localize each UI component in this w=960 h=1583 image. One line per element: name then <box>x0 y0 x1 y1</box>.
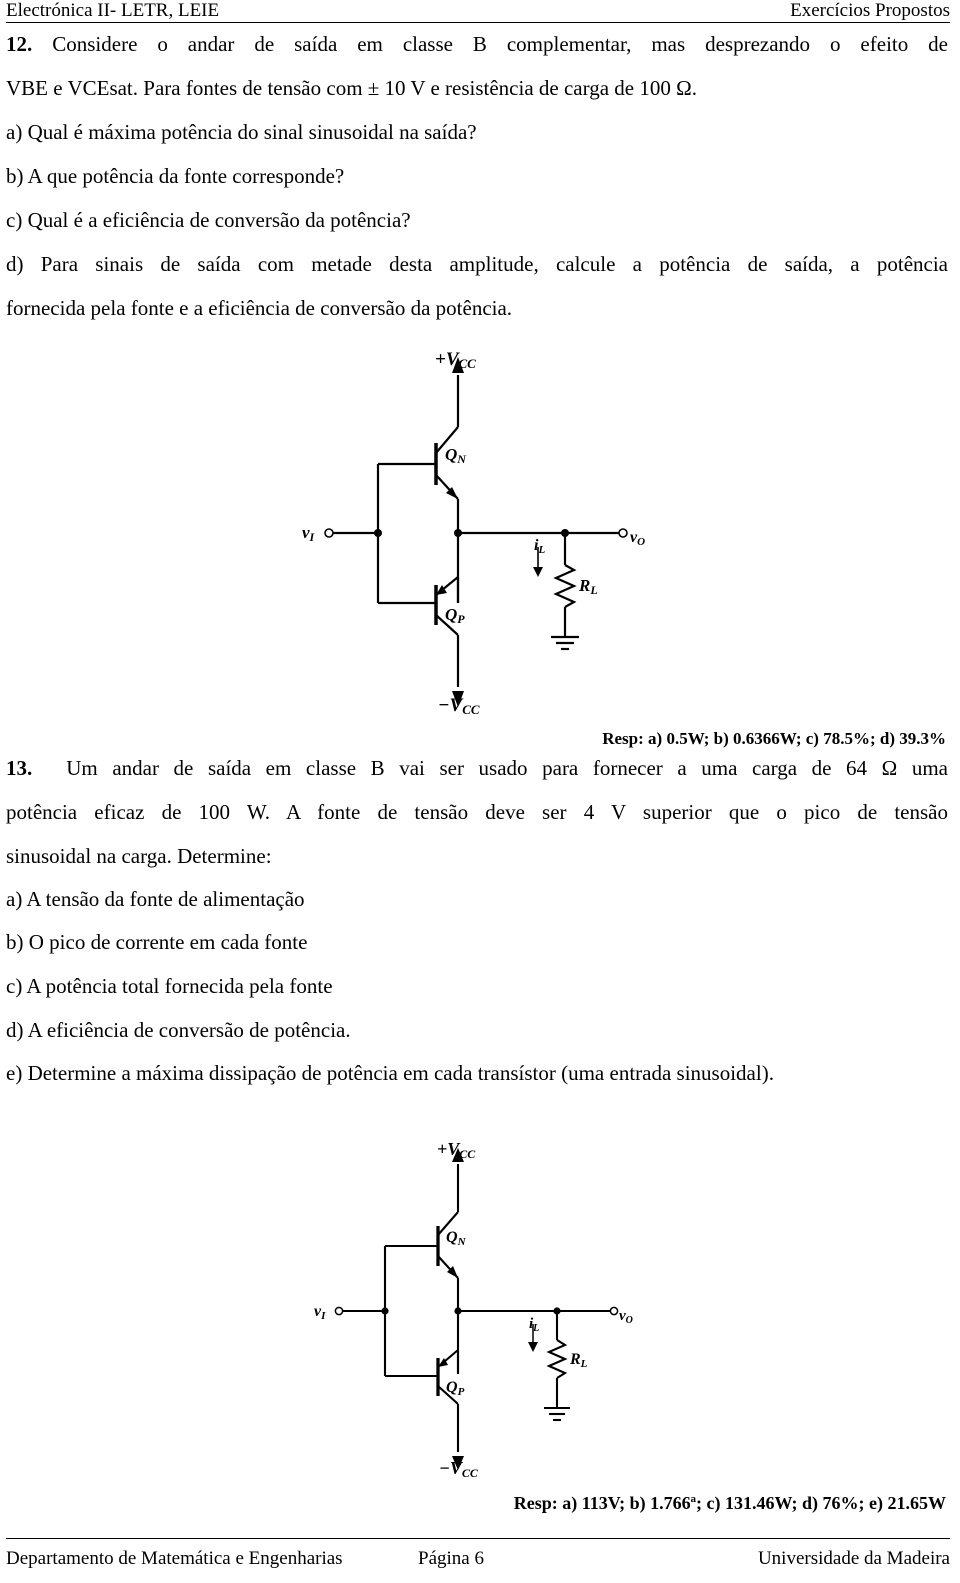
svg-text:vO: $v_O$ <box>619 1308 633 1326</box>
vo-label-2: v <box>619 1308 626 1324</box>
svg-text:vI: vI <box>314 1303 326 1322</box>
svg-text:−VCC: −VCC <box>438 695 480 717</box>
vcc-pos-label: +V <box>435 349 459 370</box>
svg-text:iL: $i_L$ <box>529 1316 540 1334</box>
ex12-question-d-cont: fornecida pela fonte e a eficiência de conversão da potência. <box>6 296 513 320</box>
svg-text:−VCC: −VCC <box>439 1458 478 1480</box>
svg-text:QP: QP <box>445 605 465 626</box>
svg-text:vO: vO <box>630 529 646 548</box>
vcc-neg-label-2: −V <box>439 1458 462 1478</box>
ex13-line-3: sinusoidal na carga. Determine: <box>6 844 272 868</box>
ex12-question-d: d) Para sinais de saída com metade desta amplitude, calcule a potência de saída, a potência <box>6 252 948 276</box>
il-label: i <box>534 537 539 554</box>
svg-text:RL: RL <box>579 576 598 597</box>
ex12-answer: Resp: a) 0.5W; b) 0.6366W; c) 78.5%; d) 39.3% <box>602 729 946 748</box>
page-header <box>6 0 950 23</box>
ex13-line-2: potência eficaz de 100 W. A fonte de tensão deve ser 4 V superior que o pico de tensão <box>6 800 948 824</box>
ex13-question-a: a) A tensão da fonte de alimentação <box>6 887 305 911</box>
qp-label: Q <box>445 605 458 624</box>
svg-text:QN: QN <box>445 445 466 466</box>
ex13-text-1: Um andar de saída em classe B vai ser usado para fornecer a uma carga de 64 Ω uma <box>66 756 948 780</box>
ex12-number: 12. <box>6 32 33 56</box>
header-section: Exercícios Propostos <box>790 0 950 21</box>
rl-label: R <box>579 576 591 595</box>
vi-label: v <box>302 523 310 542</box>
ex13-answer: Resp: a) 113V; b) 1.766ª; c) 131.46W; d) 76%; e) 21.65W <box>513 1493 946 1513</box>
qn-label-2: Q <box>446 1229 458 1246</box>
ex13-question-c: c) A potência total fornecida pela fonte <box>6 974 333 998</box>
footer-university: Universidade da Madeira <box>757 1548 950 1569</box>
svg-text:+VCC: +VCC <box>435 349 476 371</box>
vi-label-2: v <box>314 1303 322 1320</box>
footer-page-number: Página 6 <box>418 1548 484 1569</box>
ex12-question-a: a) Qual é máxima potência do sinal sinusoidal na saída? <box>6 120 477 144</box>
il-label-2: i <box>529 1316 534 1332</box>
svg-text:vI: vI <box>302 523 315 544</box>
ex12-question-c: c) Qual é a eficiência de conversão da potência? <box>6 208 411 232</box>
ex13-question-b: b) O pico de corrente em cada fonte <box>6 930 308 954</box>
vcc-neg-label: −V <box>438 695 463 716</box>
qp-label-2: Q <box>446 1379 458 1396</box>
svg-text:RL: RL <box>570 1351 588 1370</box>
class-b-circuit-diagram-2 <box>305 1128 655 1488</box>
ex12-question-b: b) A que potência da fonte corresponde? <box>6 164 345 188</box>
vcc-pos-label-2: +V <box>437 1139 460 1159</box>
header-course: Electrónica II- LETR, LEIE <box>6 0 220 21</box>
footer-department: Departamento de Matemática e Engenharias <box>6 1548 343 1569</box>
svg-text:QP: QP <box>446 1379 465 1398</box>
ex13-number: 13. <box>6 756 33 780</box>
ex12-line-2: VBE e VCEsat. Para fontes de tensão com ± 10 V e resistência de carga de 100 Ω. <box>6 76 697 100</box>
svg-text:+VCC: +VCC <box>437 1139 476 1161</box>
vo-label: v <box>630 529 638 546</box>
ex12-text-1: Considere o andar de saída em classe B complementar, mas desprezando o efeito de <box>52 32 948 56</box>
svg-text:QN: QN <box>446 1229 466 1248</box>
ex13-question-e: e) Determine a máxima dissipação de potência em cada transístor (uma entrada sinusoidal). <box>6 1061 774 1085</box>
page-footer <box>6 1538 950 1579</box>
class-b-circuit-diagram-1 <box>292 335 662 725</box>
svg-text:iL: iL <box>534 537 546 556</box>
ex13-line-1 <box>6 755 948 781</box>
qn-label: Q <box>445 445 458 464</box>
ex12-line-1 <box>6 31 948 57</box>
ex13-question-d: d) A eficiência de conversão de potência. <box>6 1018 351 1042</box>
rl-label-2: R <box>570 1351 581 1368</box>
